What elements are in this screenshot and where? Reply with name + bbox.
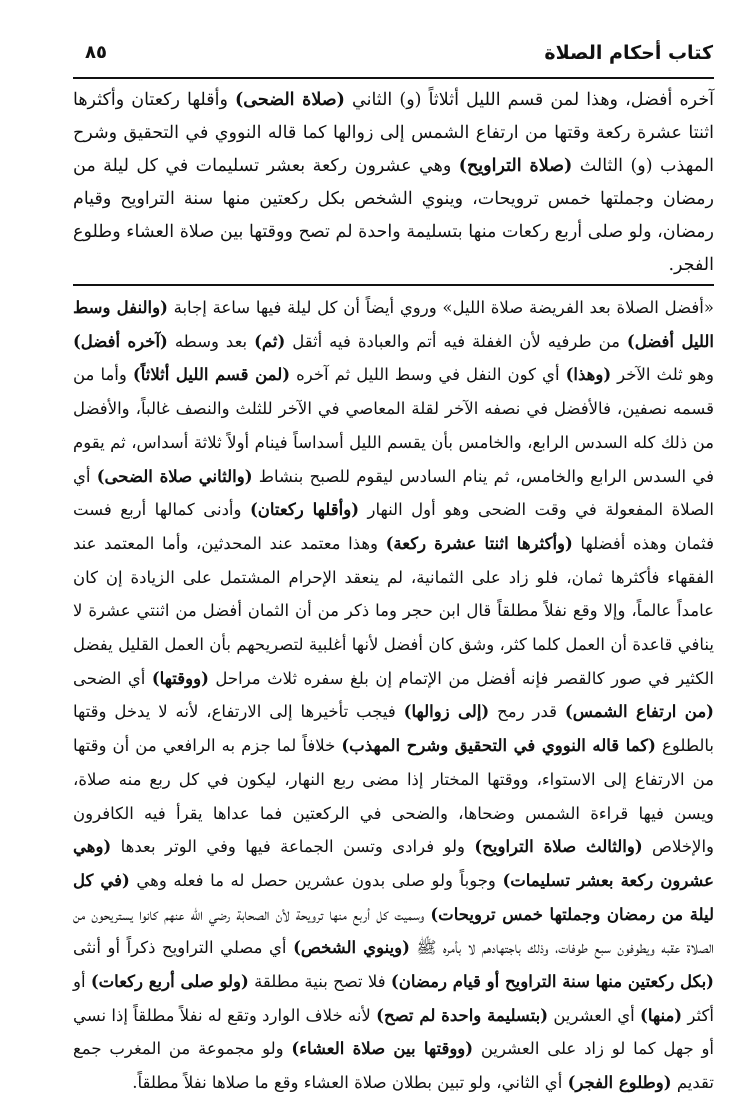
commentary-text: أي الصلاة المفعولة في وقت الضحى وهو أول النهار bbox=[73, 466, 714, 520]
commentary-bold-quote: (وهي عشرون ركعة بعشر تسليمات) bbox=[73, 837, 715, 890]
commentary-text: وهذا معتمد عند المحدثين، وأما المعتمد عند الفقهاء فأكثرها ثمان، فلو زاد على الثمانية، لم ينعقد الإحرام المشتمل على الزيادة إن كان عامداً عالماً، وإلا وقع نفلاً مطلقاً قال ابن حجر وما ذكر من أن الثمان أفضل من اثنتي عشرة لا ينافي قاعدة أن العمل كلما كثر، وشق كان أفضل لأنها أغلبية لتصريحهم بأن العمل القليل يفضل الكثير في صور كالقصر فإنه أفضل من الإتمام إن بلغ سفره ثلاث مراحل bbox=[73, 533, 714, 688]
commentary-text: وسميت كل أربع منها ترويحة لأن الصحابة رضي الله عنهم كانوا يستريحون من الصلاة عقبه ويطوفون سبع طوفات، وذلك باجتهادهم لا بأمره ﷺ bbox=[73, 904, 714, 958]
main-bold-quote: (صلاة الضحى) bbox=[235, 90, 345, 110]
commentary-bold-quote: (والثاني صلاة الضحى) bbox=[96, 466, 253, 486]
main-text: وأقلها ركعتان وأكثرها اثنتا عشرة ركعة وقتها من ارتفاع الشمس إلى زوالها كما قاله النووي في التحقيق وشرح المهذب (و) الثالث bbox=[73, 90, 715, 176]
commentary-bold-quote: (وأقلها ركعتان) bbox=[249, 500, 359, 520]
commentary-bold-quote: (بكل ركعتين منها سنة التراويح أو قيام رمضان) bbox=[390, 972, 714, 992]
commentary-text: قدر رمح bbox=[489, 702, 565, 722]
commentary-text: أي الضحى bbox=[73, 668, 152, 688]
commentary-text: خلافاً لما جزم به الرافعي من أن وقتها من الارتفاع إلى الاستواء، ووقتها المختار إذا مضى ربع النهار، ليكون في كل ربع منه صلاة، ويسن فيها قراءة الشمس وضحاها، والضحى في الركعتين فما عداها يقرأ فيه الكافرون والإخلاص bbox=[73, 736, 714, 857]
commentary-bold-quote: (إلى زوالها) bbox=[403, 702, 490, 722]
commentary-text: وأما من قسمه نصفين، فالأفضل في نصفه الآخر لقلة المعاصي في الآخر للثلث والنصف غالباً، والأفضل من ذلك كله السدس الرابع، والخامس بأن يقسم الليل أسداساً فينام أولاً ثلاثة أسداس، ثم يقوم في السدس الرابع والخامس، ثم ينام السادس ليقوم للصبح بنشاط bbox=[73, 365, 715, 486]
commentary-bold-quote: (لمن قسم الليل أثلاثاً) bbox=[132, 365, 291, 385]
commentary-text: «أفضل الصلاة بعد الفريضة صلاة الليل» وروي أيضاً أن كل ليلة فيها ساعة إجابة bbox=[167, 298, 714, 317]
commentary-bold-quote: (بتسليمة واحدة لم تصح) bbox=[376, 1005, 548, 1025]
commentary-text: وهو ثلث الآخر bbox=[611, 365, 714, 385]
main-bold-quote: (صلاة التراويح) bbox=[458, 156, 573, 176]
commentary-text: وجوباً ولو صلى بدون عشرين حصل له ما فعله وهي bbox=[129, 870, 503, 890]
main-paragraph bbox=[73, 84, 714, 282]
footnote-divider bbox=[73, 284, 714, 286]
commentary-bold-quote: (كما قاله النووي في التحقيق وشرح المهذب) bbox=[341, 736, 656, 756]
commentary-text: أي كون النفل في وسط الليل ثم آخره bbox=[290, 365, 566, 385]
commentary-text: لأنه خلاف الوارد وتقع له نفلاً مطلقاً إذا نسي أو جهل كما لو زاد على العشرين bbox=[73, 1005, 714, 1059]
commentary-paragraph bbox=[73, 291, 714, 1100]
commentary-bold-quote: (منها) bbox=[640, 1005, 683, 1025]
main-text: آخره أفضل، وهذا لمن قسم الليل أثلاثاً (و) الثاني bbox=[344, 90, 714, 110]
commentary-bold-quote: (وأكثرها اثنتا عشرة ركعة) bbox=[385, 533, 573, 553]
commentary-bold-quote: (وهذا) bbox=[565, 365, 612, 385]
commentary-bold-quote: (ولو صلى أربع ركعات) bbox=[90, 972, 249, 992]
commentary-bold-quote: (من ارتفاع الشمس) bbox=[564, 702, 714, 722]
commentary-text: بعد وسطه bbox=[167, 331, 255, 351]
commentary-bold-quote: (والنفل وسط الليل أفضل) bbox=[73, 298, 714, 351]
header-rule bbox=[73, 77, 714, 79]
main-text: وهي عشرون ركعة بعشر تسليمات في كل ليلة من رمضان وجملتها خمس ترويحات، وينوي الشخص بكل ركعتين منها سنة التراويح وقيام رمضان، ولو صلى أربع ركعات منها بتسليمة واحدة لم تصح ووقتها بين صلاة العشاء وطلوع الفجر. bbox=[73, 156, 714, 275]
commentary-bold-quote: (وطلوع الفجر) bbox=[567, 1073, 672, 1093]
commentary-bold-quote: (ثم) bbox=[254, 331, 286, 351]
page-header bbox=[73, 38, 713, 74]
commentary-bold-quote: (ووقتها بين صلاة العشاء) bbox=[291, 1039, 474, 1059]
main-text bbox=[73, 84, 714, 282]
running-title: كتاب أحكام الصلاة bbox=[544, 42, 713, 64]
commentary-text: فلا تصح بنية مطلقة bbox=[248, 972, 391, 992]
commentary-text: أي الثاني، ولو تبين بطلان صلاة العشاء وقع ما صلاها نفلاً مطلقاً. bbox=[132, 1073, 568, 1093]
commentary-bold-quote: (وينوي الشخص) bbox=[293, 938, 410, 958]
commentary-text bbox=[73, 291, 714, 1100]
commentary-bold-quote: (ووقتها) bbox=[151, 668, 209, 688]
commentary-bold-quote: (في كل ليلة من رمضان وجملتها خمس ترويحات) bbox=[73, 870, 715, 924]
commentary-text: من طرفيه لأن الغفلة فيه أتم والعبادة فيه أثقل bbox=[285, 331, 627, 351]
commentary-text: ولو فرادى وتسن الجماعة فيها وفي الوتر بعدها bbox=[111, 837, 475, 857]
commentary-text: أي مصلي التراويح ذكراً أو أنثى bbox=[73, 938, 294, 958]
commentary-text: أي العشرين bbox=[548, 1005, 641, 1025]
commentary-text: فيجب تأخيرها إلى الارتفاع، لأنه لا يدخل وقتها بالطلوع bbox=[73, 702, 714, 756]
commentary-text: وأدنى كمالها أربع فست فثمان وهذه أفضلها bbox=[73, 500, 715, 553]
commentary-text: ولو مجموعة من المغرب جمع تقديم bbox=[73, 1039, 714, 1093]
commentary-bold-quote: (آخره أفضل) bbox=[73, 331, 168, 351]
commentary-bold-quote: (والثالث صلاة التراويح) bbox=[474, 837, 643, 857]
page-number: ٨٥ bbox=[85, 42, 107, 63]
commentary-text: أو أكثر bbox=[73, 972, 714, 1025]
